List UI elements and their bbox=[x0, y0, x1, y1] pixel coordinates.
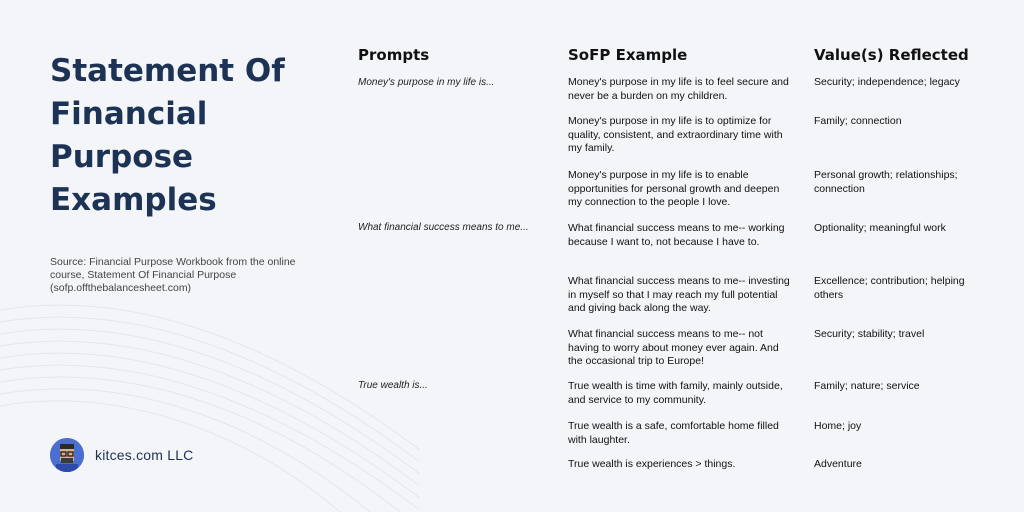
example-text: Money's purpose in my life is to optimize for quality, consistent, and extraordinary time with my family. bbox=[568, 115, 783, 154]
avatar bbox=[50, 438, 84, 472]
example-text: Money's purpose in my life is to enable opportunities for personal growth and deepen my connection to the people I love. bbox=[568, 169, 780, 208]
values-text: Home; joy bbox=[814, 420, 862, 432]
values-text: Personal growth; relationships; connection bbox=[814, 169, 958, 195]
values-text: Family; connection bbox=[814, 115, 902, 127]
example-text: True wealth is a safe, comfortable home filled with laughter. bbox=[568, 420, 779, 446]
page-title: Statement Of Financial Purpose Examples bbox=[50, 53, 285, 218]
example-text: What financial success means to me-- working because I want to, not because I have to. bbox=[568, 222, 785, 248]
pixel-portrait-icon bbox=[50, 438, 84, 472]
example-text: What financial success means to me-- investing in myself so that I may reach my full potential and giving back along the way. bbox=[568, 275, 790, 314]
prompt-label: Money's purpose in my life is... bbox=[358, 77, 495, 88]
example-text: What financial success means to me-- not having to worry about money ever again. And the occasional trip to Europe! bbox=[568, 328, 779, 367]
values-text: Family; nature; service bbox=[814, 380, 920, 392]
example-text: Money's purpose in my life is to feel secure and never be a burden on my children. bbox=[568, 76, 789, 102]
values-text: Security; independence; legacy bbox=[814, 76, 960, 88]
header-example: SoFP Example bbox=[568, 46, 688, 64]
brand bbox=[50, 438, 194, 472]
header-values: Value(s) Reflected bbox=[814, 46, 969, 64]
prompt-label: What financial success means to me... bbox=[358, 222, 529, 233]
values-text: Adventure bbox=[814, 458, 862, 470]
values-text: Excellence; contribution; helping others bbox=[814, 275, 965, 301]
prompt-label: True wealth is... bbox=[358, 380, 428, 391]
example-text: True wealth is experiences > things. bbox=[568, 458, 736, 470]
brand-name: kitces.com LLC bbox=[95, 447, 194, 463]
header-prompts: Prompts bbox=[358, 46, 430, 64]
values-text: Optionality; meaningful work bbox=[814, 222, 946, 234]
source-note: Source: Financial Purpose Workbook from the online course, Statement Of Financial Purpose (sofp.offthebalancesheet.com) bbox=[50, 256, 296, 294]
example-text: True wealth is time with family, mainly outside, and service to my community. bbox=[568, 380, 783, 406]
values-text: Security; stability; travel bbox=[814, 328, 925, 340]
